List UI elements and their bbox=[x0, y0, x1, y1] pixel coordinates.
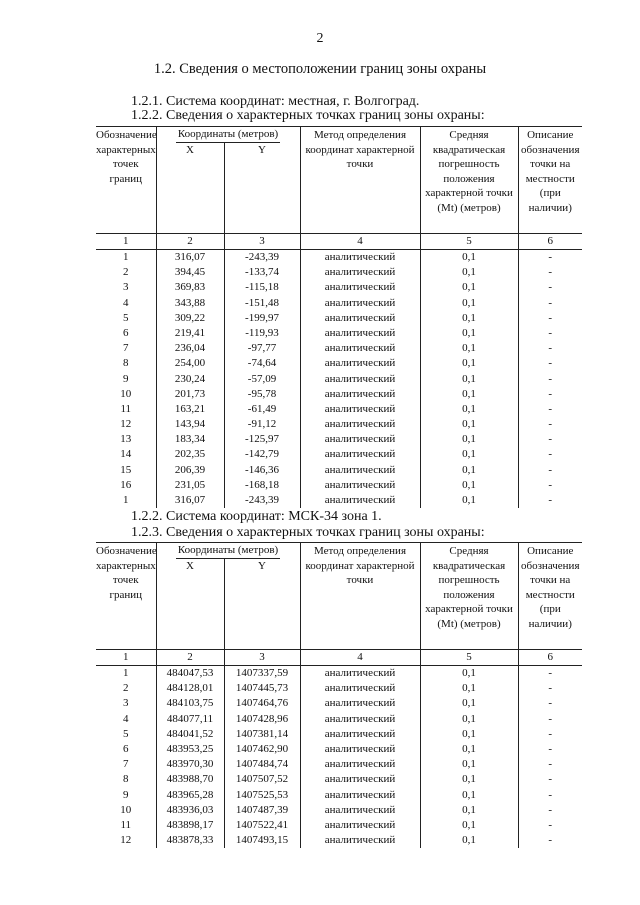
x-coordinate-cell: 484103,75 bbox=[156, 696, 224, 711]
point-id-cell: 11 bbox=[120, 402, 132, 415]
method-cell: аналитический bbox=[300, 249, 420, 265]
header-coordinates-label: Координаты (метров) bbox=[176, 127, 280, 143]
y-coordinate-cell: -142,79 bbox=[224, 447, 300, 462]
table-row bbox=[96, 356, 582, 371]
y-coordinate-cell: -115,18 bbox=[224, 280, 300, 295]
header-coordinates-group bbox=[156, 543, 300, 559]
method-cell: аналитический bbox=[300, 417, 420, 432]
point-id-cell: 16 bbox=[120, 478, 132, 491]
point-id-cell: 14 bbox=[120, 448, 132, 461]
accuracy-cell: 0,1 bbox=[420, 402, 518, 417]
header-accuracy: Средняя квадратическая погрешность положения характерной точки (Мt) (метров) bbox=[420, 127, 518, 234]
method-cell: аналитический bbox=[300, 478, 420, 493]
accuracy-cell: 0,1 bbox=[420, 726, 518, 741]
table-body-msk34 bbox=[96, 665, 582, 848]
column-number: 6 bbox=[518, 233, 582, 249]
table-row bbox=[96, 386, 582, 401]
y-coordinate-cell: -95,78 bbox=[224, 386, 300, 401]
column-number: 3 bbox=[224, 233, 300, 249]
table-row bbox=[96, 833, 582, 848]
y-coordinate-cell: 1407493,15 bbox=[224, 833, 300, 848]
x-coordinate-cell: 483988,70 bbox=[156, 772, 224, 787]
point-id-cell: 5 bbox=[123, 311, 129, 324]
description-cell: - bbox=[518, 478, 582, 493]
x-coordinate-cell: 484041,52 bbox=[156, 726, 224, 741]
method-cell: аналитический bbox=[300, 280, 420, 295]
boundary-points-table-local bbox=[96, 126, 582, 508]
x-coordinate-cell: 369,83 bbox=[156, 280, 224, 295]
accuracy-cell: 0,1 bbox=[420, 295, 518, 310]
x-coordinate-cell: 484047,53 bbox=[156, 665, 224, 681]
point-id-cell: 1 bbox=[123, 667, 129, 680]
header-method: Метод определения координат характерной точки bbox=[300, 127, 420, 234]
accuracy-cell: 0,1 bbox=[420, 265, 518, 280]
header-accuracy: Средняя квадратическая погрешность положения характерной точки (Мt) (метров) bbox=[420, 543, 518, 650]
header-coordinates-group bbox=[156, 127, 300, 143]
description-cell: - bbox=[518, 341, 582, 356]
y-coordinate-cell: -168,18 bbox=[224, 478, 300, 493]
description-cell: - bbox=[518, 280, 582, 295]
x-coordinate-cell: 309,22 bbox=[156, 310, 224, 325]
column-number: 1 bbox=[96, 649, 156, 665]
y-coordinate-cell: 1407445,73 bbox=[224, 681, 300, 696]
point-id-cell: 4 bbox=[123, 296, 129, 309]
table-row bbox=[96, 711, 582, 726]
table-row bbox=[96, 493, 582, 508]
header-point-designation: Обозначение характерных точек границ bbox=[96, 127, 156, 234]
table-row bbox=[96, 310, 582, 325]
point-id-cell: 15 bbox=[120, 463, 132, 476]
method-cell: аналитический bbox=[300, 265, 420, 280]
accuracy-cell: 0,1 bbox=[420, 462, 518, 477]
accuracy-cell: 0,1 bbox=[420, 478, 518, 493]
method-cell: аналитический bbox=[300, 326, 420, 341]
accuracy-cell: 0,1 bbox=[420, 447, 518, 462]
description-cell: - bbox=[518, 265, 582, 280]
x-coordinate-cell: 394,45 bbox=[156, 265, 224, 280]
point-id-cell: 12 bbox=[120, 834, 132, 847]
description-cell: - bbox=[518, 711, 582, 726]
header-description: Описание обозначения точки на местности (при наличии) bbox=[518, 543, 582, 650]
method-cell: аналитический bbox=[300, 386, 420, 401]
method-cell: аналитический bbox=[300, 802, 420, 817]
column-number: 3 bbox=[224, 649, 300, 665]
table-row bbox=[96, 665, 582, 681]
x-coordinate-cell: 202,35 bbox=[156, 447, 224, 462]
x-coordinate-cell: 183,34 bbox=[156, 432, 224, 447]
description-cell: - bbox=[518, 833, 582, 848]
accuracy-cell: 0,1 bbox=[420, 280, 518, 295]
y-coordinate-cell: -97,77 bbox=[224, 341, 300, 356]
table-row bbox=[96, 696, 582, 711]
column-number: 6 bbox=[518, 649, 582, 665]
table-row bbox=[96, 772, 582, 787]
x-coordinate-cell: 206,39 bbox=[156, 462, 224, 477]
point-id-cell: 1 bbox=[123, 251, 129, 264]
point-id-cell: 7 bbox=[123, 758, 129, 771]
description-cell: - bbox=[518, 386, 582, 401]
y-coordinate-cell: -151,48 bbox=[224, 295, 300, 310]
accuracy-cell: 0,1 bbox=[420, 371, 518, 386]
description-cell: - bbox=[518, 726, 582, 741]
description-cell: - bbox=[518, 462, 582, 477]
x-coordinate-cell: 163,21 bbox=[156, 402, 224, 417]
point-id-cell: 6 bbox=[123, 326, 129, 339]
points-info-line-2: 1.2.3. Сведения о характерных точках границ зоны охраны: bbox=[131, 525, 485, 540]
y-coordinate-cell: 1407507,52 bbox=[224, 772, 300, 787]
point-id-cell: 2 bbox=[123, 682, 129, 695]
table-row bbox=[96, 432, 582, 447]
description-cell: - bbox=[518, 681, 582, 696]
accuracy-cell: 0,1 bbox=[420, 493, 518, 508]
points-info-line-1: 1.2.2. Сведения о характерных точках границ зоны охраны: bbox=[131, 108, 485, 123]
method-cell: аналитический bbox=[300, 818, 420, 833]
method-cell: аналитический bbox=[300, 772, 420, 787]
point-id-cell: 9 bbox=[123, 788, 129, 801]
accuracy-cell: 0,1 bbox=[420, 787, 518, 802]
method-cell: аналитический bbox=[300, 696, 420, 711]
method-cell: аналитический bbox=[300, 681, 420, 696]
description-cell: - bbox=[518, 417, 582, 432]
method-cell: аналитический bbox=[300, 711, 420, 726]
table-row bbox=[96, 787, 582, 802]
x-coordinate-cell: 484128,01 bbox=[156, 681, 224, 696]
description-cell: - bbox=[518, 787, 582, 802]
table-row bbox=[96, 802, 582, 817]
x-coordinate-cell: 483965,28 bbox=[156, 787, 224, 802]
description-cell: - bbox=[518, 402, 582, 417]
column-number: 2 bbox=[156, 233, 224, 249]
point-id-cell: 3 bbox=[123, 697, 129, 710]
x-coordinate-cell: 483878,33 bbox=[156, 833, 224, 848]
description-cell: - bbox=[518, 696, 582, 711]
x-coordinate-cell: 143,94 bbox=[156, 417, 224, 432]
y-coordinate-cell: -57,09 bbox=[224, 371, 300, 386]
table-row bbox=[96, 478, 582, 493]
point-id-cell: 1 bbox=[123, 494, 129, 507]
y-coordinate-cell: -243,39 bbox=[224, 493, 300, 508]
header-method: Метод определения координат характерной точки bbox=[300, 543, 420, 650]
point-id-cell: 2 bbox=[123, 266, 129, 279]
page-number: 2 bbox=[316, 31, 324, 46]
description-cell: - bbox=[518, 295, 582, 310]
x-coordinate-cell: 254,00 bbox=[156, 356, 224, 371]
point-id-cell: 7 bbox=[123, 342, 129, 355]
accuracy-cell: 0,1 bbox=[420, 326, 518, 341]
accuracy-cell: 0,1 bbox=[420, 310, 518, 325]
table-row bbox=[96, 818, 582, 833]
table-row bbox=[96, 742, 582, 757]
x-coordinate-cell: 483970,30 bbox=[156, 757, 224, 772]
description-cell: - bbox=[518, 772, 582, 787]
point-id-cell: 6 bbox=[123, 742, 129, 755]
accuracy-cell: 0,1 bbox=[420, 711, 518, 726]
header-description: Описание обозначения точки на местности (при наличии) bbox=[518, 127, 582, 234]
description-cell: - bbox=[518, 310, 582, 325]
table-body-local bbox=[96, 249, 582, 508]
y-coordinate-cell: 1407525,53 bbox=[224, 787, 300, 802]
table-row bbox=[96, 681, 582, 696]
x-coordinate-cell: 316,07 bbox=[156, 493, 224, 508]
method-cell: аналитический bbox=[300, 295, 420, 310]
column-number: 4 bbox=[300, 649, 420, 665]
point-id-cell: 4 bbox=[123, 712, 129, 725]
method-cell: аналитический bbox=[300, 833, 420, 848]
method-cell: аналитический bbox=[300, 757, 420, 772]
y-coordinate-cell: -133,74 bbox=[224, 265, 300, 280]
x-coordinate-cell: 343,88 bbox=[156, 295, 224, 310]
description-cell: - bbox=[518, 757, 582, 772]
method-cell: аналитический bbox=[300, 341, 420, 356]
y-coordinate-cell: -91,12 bbox=[224, 417, 300, 432]
table-row bbox=[96, 447, 582, 462]
accuracy-cell: 0,1 bbox=[420, 772, 518, 787]
header-point-designation: Обозначение характерных точек границ bbox=[96, 543, 156, 650]
column-number: 2 bbox=[156, 649, 224, 665]
y-coordinate-cell: 1407428,96 bbox=[224, 711, 300, 726]
y-coordinate-cell: -125,97 bbox=[224, 432, 300, 447]
table-row bbox=[96, 295, 582, 310]
table-row bbox=[96, 265, 582, 280]
description-cell: - bbox=[518, 742, 582, 757]
y-coordinate-cell: -146,36 bbox=[224, 462, 300, 477]
table-row bbox=[96, 726, 582, 741]
column-number: 4 bbox=[300, 233, 420, 249]
y-coordinate-cell: -199,97 bbox=[224, 310, 300, 325]
header-coordinates-label: Координаты (метров) bbox=[176, 543, 280, 559]
boundary-points-table-msk34 bbox=[96, 542, 582, 848]
method-cell: аналитический bbox=[300, 432, 420, 447]
accuracy-cell: 0,1 bbox=[420, 757, 518, 772]
accuracy-cell: 0,1 bbox=[420, 833, 518, 848]
x-coordinate-cell: 201,73 bbox=[156, 386, 224, 401]
method-cell: аналитический bbox=[300, 787, 420, 802]
table-row bbox=[96, 280, 582, 295]
method-cell: аналитический bbox=[300, 402, 420, 417]
x-coordinate-cell: 483936,03 bbox=[156, 802, 224, 817]
section-title: 1.2. Сведения о местоположении границ зоны охраны bbox=[153, 61, 487, 77]
x-coordinate-cell: 316,07 bbox=[156, 249, 224, 265]
coordinate-system-line-2: 1.2.2. Система координат: МСК-34 зона 1. bbox=[131, 509, 382, 524]
x-coordinate-cell: 230,24 bbox=[156, 371, 224, 386]
point-id-cell: 10 bbox=[120, 387, 132, 400]
table-row bbox=[96, 326, 582, 341]
point-id-cell: 11 bbox=[120, 818, 132, 831]
method-cell: аналитический bbox=[300, 310, 420, 325]
y-coordinate-cell: 1407484,74 bbox=[224, 757, 300, 772]
header-y: Y bbox=[224, 559, 300, 650]
accuracy-cell: 0,1 bbox=[420, 742, 518, 757]
description-cell: - bbox=[518, 371, 582, 386]
method-cell: аналитический bbox=[300, 447, 420, 462]
accuracy-cell: 0,1 bbox=[420, 417, 518, 432]
point-id-cell: 12 bbox=[120, 418, 132, 431]
description-cell: - bbox=[518, 818, 582, 833]
y-coordinate-cell: 1407337,59 bbox=[224, 665, 300, 681]
x-coordinate-cell: 231,05 bbox=[156, 478, 224, 493]
accuracy-cell: 0,1 bbox=[420, 386, 518, 401]
accuracy-cell: 0,1 bbox=[420, 681, 518, 696]
accuracy-cell: 0,1 bbox=[420, 341, 518, 356]
y-coordinate-cell: 1407487,39 bbox=[224, 802, 300, 817]
x-coordinate-cell: 483898,17 bbox=[156, 818, 224, 833]
table-row bbox=[96, 402, 582, 417]
table-row bbox=[96, 371, 582, 386]
method-cell: аналитический bbox=[300, 665, 420, 681]
description-cell: - bbox=[518, 447, 582, 462]
y-coordinate-cell: 1407522,41 bbox=[224, 818, 300, 833]
table-row bbox=[96, 249, 582, 265]
table-row bbox=[96, 417, 582, 432]
method-cell: аналитический bbox=[300, 726, 420, 741]
table-row bbox=[96, 757, 582, 772]
table-row bbox=[96, 341, 582, 356]
column-number: 5 bbox=[420, 649, 518, 665]
description-cell: - bbox=[518, 326, 582, 341]
coordinate-system-line-1: 1.2.1. Система координат: местная, г. Волгоград. bbox=[131, 94, 420, 109]
point-id-cell: 5 bbox=[123, 727, 129, 740]
y-coordinate-cell: 1407464,76 bbox=[224, 696, 300, 711]
y-coordinate-cell: -243,39 bbox=[224, 249, 300, 265]
x-coordinate-cell: 219,41 bbox=[156, 326, 224, 341]
accuracy-cell: 0,1 bbox=[420, 818, 518, 833]
x-coordinate-cell: 483953,25 bbox=[156, 742, 224, 757]
point-id-cell: 8 bbox=[123, 357, 129, 370]
point-id-cell: 13 bbox=[120, 433, 132, 446]
accuracy-cell: 0,1 bbox=[420, 802, 518, 817]
header-x: X bbox=[156, 559, 224, 650]
description-cell: - bbox=[518, 665, 582, 681]
accuracy-cell: 0,1 bbox=[420, 432, 518, 447]
y-coordinate-cell: 1407462,90 bbox=[224, 742, 300, 757]
x-coordinate-cell: 484077,11 bbox=[156, 711, 224, 726]
method-cell: аналитический bbox=[300, 371, 420, 386]
column-number: 5 bbox=[420, 233, 518, 249]
y-coordinate-cell: -119,93 bbox=[224, 326, 300, 341]
point-id-cell: 10 bbox=[120, 803, 132, 816]
method-cell: аналитический bbox=[300, 356, 420, 371]
point-id-cell: 3 bbox=[123, 281, 129, 294]
method-cell: аналитический bbox=[300, 462, 420, 477]
column-number: 1 bbox=[96, 233, 156, 249]
accuracy-cell: 0,1 bbox=[420, 356, 518, 371]
description-cell: - bbox=[518, 356, 582, 371]
x-coordinate-cell: 236,04 bbox=[156, 341, 224, 356]
method-cell: аналитический bbox=[300, 742, 420, 757]
description-cell: - bbox=[518, 802, 582, 817]
table-row bbox=[96, 462, 582, 477]
header-y: Y bbox=[224, 143, 300, 234]
description-cell: - bbox=[518, 249, 582, 265]
point-id-cell: 9 bbox=[123, 372, 129, 385]
accuracy-cell: 0,1 bbox=[420, 665, 518, 681]
accuracy-cell: 0,1 bbox=[420, 249, 518, 265]
point-id-cell: 8 bbox=[123, 773, 129, 786]
description-cell: - bbox=[518, 432, 582, 447]
y-coordinate-cell: -61,49 bbox=[224, 402, 300, 417]
accuracy-cell: 0,1 bbox=[420, 696, 518, 711]
method-cell: аналитический bbox=[300, 493, 420, 508]
y-coordinate-cell: 1407381,14 bbox=[224, 726, 300, 741]
y-coordinate-cell: -74,64 bbox=[224, 356, 300, 371]
description-cell: - bbox=[518, 493, 582, 508]
header-x: X bbox=[156, 143, 224, 234]
